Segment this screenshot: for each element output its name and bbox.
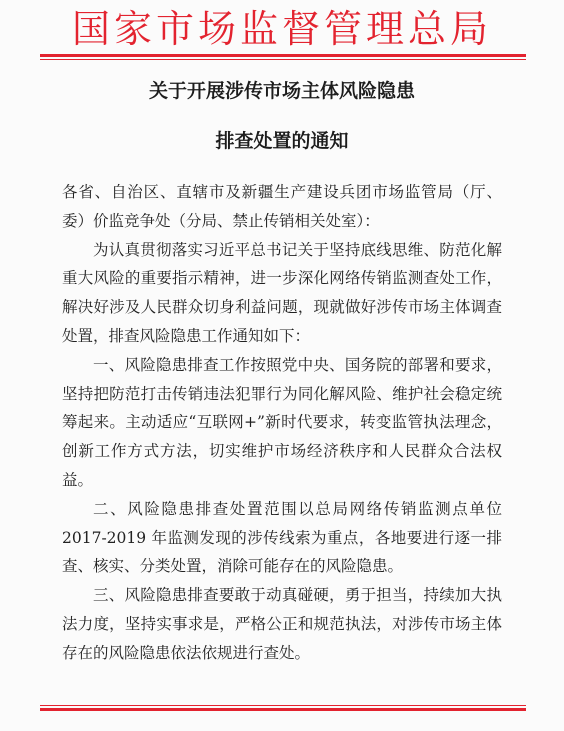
paragraph-item-3: 三、风险隐患排查要敢于动真碰硬，勇于担当，持续加大执法力度，坚持实事求是，严格公正和规范执法，对涉传市场主体存在的风险隐患依法依规进行查处。	[62, 586, 502, 662]
notice-body	[62, 178, 502, 668]
notice-title-line-1: 关于开展涉传市场主体风险隐患	[148, 80, 415, 102]
addressee: 各省、自治区、直辖市及新疆生产建设兵团市场监管局（厅、委）价监竞争处（分局、禁止传销相关处室）：	[62, 183, 502, 230]
paragraph-item-1: 一、风险隐患排查工作按照党中央、国务院的部署和要求，坚持把防范打击传销违法犯罪行为同化解风险、维护社会稳定统筹起来。主动适应“互联网+”新时代要求，转变监管执法理念，创新工作方式方法，切实维护市场经济秩序和人民群众合法权益。	[62, 355, 502, 489]
notice-title-line-2: 排查处置的通知	[215, 130, 349, 152]
masthead-title: 国家市场监督管理总局	[71, 7, 492, 51]
paragraph-intro: 为认真贯彻落实习近平总书记关于坚持底线思维、防范化解重大风险的重要指示精神，进一步深化网络传销监测查处工作，解决好涉及人民群众切身利益问题，现就做好涉传市场主体调查处置，排查风险隐患工作通知如下：	[62, 240, 502, 345]
footer-rule-thin	[40, 705, 526, 706]
footer-rule-thick	[40, 708, 526, 711]
paragraph-item-2: 二、风险隐患排查处置范围以总局网络传销监测点单位2017-2019 年监测发现的涉传线索为重点，各地要进行逐一排查、核实、分类处置，消除可能存在的风险隐患。	[62, 499, 502, 576]
masthead-rule-thick	[40, 54, 526, 57]
masthead-rule-thin	[40, 59, 526, 60]
